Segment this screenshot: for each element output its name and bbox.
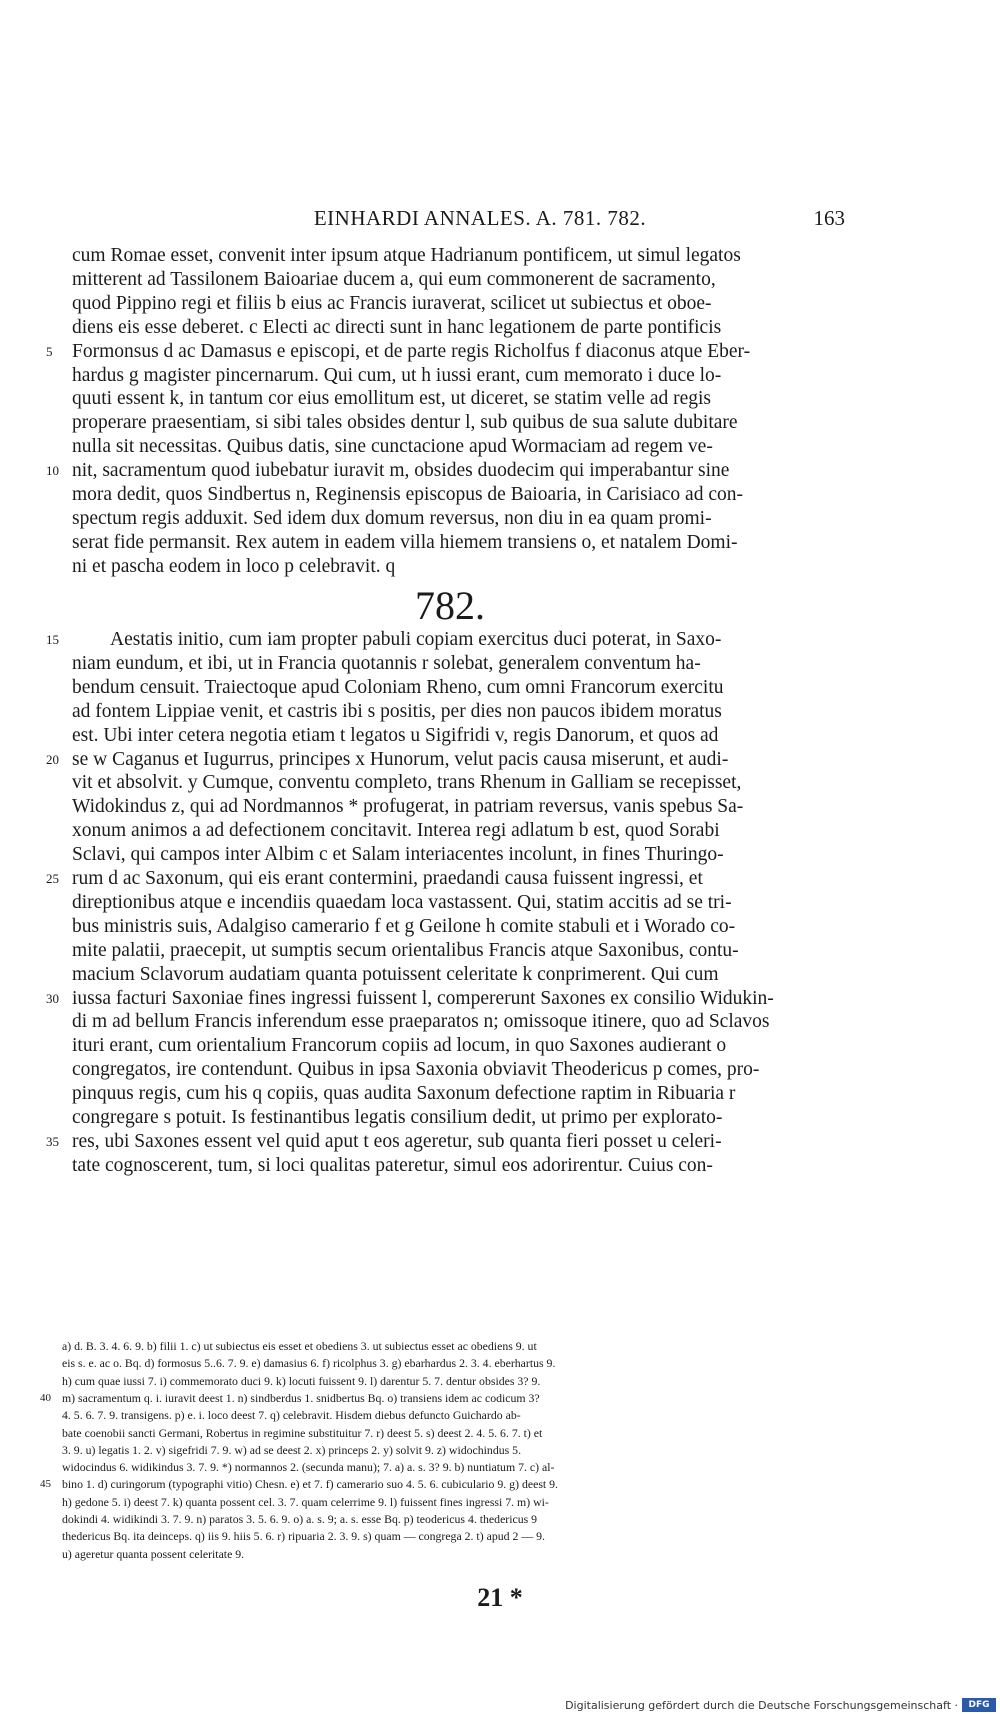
text-line	[72, 915, 842, 939]
line-text: Formonsus d ac Damasus e episcopi, et de parte regis Richolfus f diaconus atque Eber-	[72, 340, 751, 362]
line-text: ni et pascha eodem in loco p celebravit. q	[72, 555, 396, 577]
line-text: se w Caganus et Iugurrus, principes x Hunorum, velut pacis causa miserunt, et audi-	[72, 748, 729, 770]
text-line	[72, 555, 842, 579]
text-line	[46, 628, 842, 652]
line-text: quod Pippino regi et filiis b eius ac Francis iuraverat, scilicet ut subiectus et oboe-	[72, 292, 712, 314]
line-text: congregare s potuit. Is festinantibus legatis consilium dedit, ut primo per explorato-	[72, 1107, 723, 1128]
text-line	[62, 1494, 852, 1511]
line-text: direptionibus atque e incendiis quaedam loca vastassent. Qui, statim accitis ad se tri-	[72, 891, 732, 913]
text-line	[62, 1528, 852, 1545]
line-text: ituri erant, cum orientalium Francorum copiis ad locum, in quo Saxones audierant o	[72, 1035, 727, 1057]
line-text: Widokindus z, qui ad Nordmannos * profugerat, in patriam reversus, vanis spebus Sa-	[72, 796, 744, 818]
line-number: 5	[46, 343, 53, 359]
text-line	[72, 795, 842, 819]
line-text: h) gedone 5. i) deest 7. k) quanta possent cel. 3. 7. quam celerrime 9. l) fuissent fines ingressi 7. m) wi-	[62, 1494, 549, 1509]
line-text: nit, sacramentum quod iubebatur iuravit m, obsides duodecim qui imperabantur sine	[72, 460, 730, 482]
line-text: vit et absolvit. y Cumque, conventu completo, trans Rhenum in Galliam se recepisset,	[72, 772, 742, 794]
line-number: 15	[46, 632, 59, 647]
text-line	[72, 771, 842, 795]
line-text: a) d. B. 3. 4. 6. 9. b) filii 1. c) ut subiectus eis esset et obediens 3. ut subiectus esset ac obediens 9. ut	[62, 1339, 537, 1353]
line-text: hardus g magister pincernarum. Qui cum, ut h iussi erant, cum memorato i duce lo-	[72, 364, 722, 386]
text-line	[72, 1106, 842, 1130]
page-header	[0, 206, 1000, 238]
line-text: res, ubi Saxones essent vel quid aput t eos ageretur, sub quanta fieri posset u celeri-	[72, 1130, 722, 1152]
line-text: serat fide permansit. Rex autem in eadem villa hiemem transiens o, et natalem Domi-	[72, 531, 738, 553]
line-number: 30	[46, 990, 59, 1006]
text-line	[72, 724, 842, 748]
text-line	[72, 316, 842, 340]
dfg-logo: DFG	[962, 1698, 996, 1712]
line-text: iussa facturi Saxoniae fines ingressi fuissent l, compererunt Saxones ex consilio Widukin-	[72, 987, 774, 1009]
text-line	[72, 531, 842, 555]
footnotes	[40, 1338, 852, 1568]
line-text: h) cum quae iussi 7. i) commemorato duci 9. k) locuti fuissent 9. l) darentur 5. 7. dentur obsides 3? 9.	[62, 1373, 541, 1388]
text-line	[72, 1082, 842, 1106]
text-line	[62, 1373, 852, 1390]
line-text: macium Sclavorum audatiam quanta potuissent celeritate k conprimerent. Qui cum	[72, 963, 719, 985]
line-number: 35	[46, 1133, 59, 1149]
text-line	[72, 411, 842, 435]
text-line	[62, 1355, 852, 1372]
line-text: bate coenobii sancti Germani, Robertus in regimine substituitur 7. r) deest 5. s) deest 2. 4. 5. 6. 7. t) et	[62, 1425, 543, 1440]
line-text: congregatos, ire contendunt. Quibus in ipsa Saxonia obviavit Theodericus p comes, pro-	[72, 1059, 760, 1081]
line-number: 45	[40, 1478, 51, 1491]
line-text: 3. 9. u) legatis 1. 2. v) sigefridi 7. 9. w) ad se deest 2. x) princeps 2. y) solvit 9. z) widochindus 5.	[62, 1442, 522, 1457]
signature-mark: 21 *	[477, 1583, 523, 1612]
text-line	[62, 1459, 852, 1476]
line-text: m) sacramentum q. i. iuravit deest 1. n) sindberdus 1. snidbertus Bq. o) transiens idem ac codicum 3?	[62, 1390, 540, 1405]
text-line	[62, 1407, 852, 1424]
text-line	[72, 1058, 842, 1082]
text-line	[46, 340, 842, 364]
text-line	[72, 676, 842, 700]
line-text: Aestatis initio, cum iam propter pabuli copiam exercitus duci poterat, in Saxo-	[110, 629, 722, 650]
text-line	[72, 700, 842, 724]
text-line	[46, 867, 842, 891]
text-line	[72, 292, 842, 316]
line-text: eis s. e. ac o. Bq. d) formosus 5..6. 7. 9. e) damasius 6. f) ricolphus 3. g) ebarhardus 2. 3. 4. eberhartus 9.	[62, 1356, 556, 1371]
line-text: niam eundum, et ibi, ut in Francia quotannis r solebat, generalem conventum ha-	[72, 652, 701, 674]
line-text: spectum regis adduxit. Sed idem dux domum reversus, non diu in ea quam promi-	[72, 507, 712, 529]
text-line	[40, 1390, 852, 1407]
line-text: mora dedit, quos Sindbertus n, Reginensis episcopus de Baioaria, in Carisiaco ad con-	[72, 484, 743, 505]
line-text: di m ad bellum Francis inferendum esse praeparatos n; omissoque itinere, quo ad Sclavos	[72, 1011, 770, 1033]
text-line	[46, 748, 842, 772]
text-line	[62, 1338, 852, 1355]
line-text: diens eis esse deberet. c Electi ac directi sunt in hanc legationem de parte pontificis	[72, 316, 722, 338]
line-text: xonum animos a ad defectionem concitavit. Interea regi adlatum b est, quod Sorabi	[72, 820, 720, 842]
text-line	[62, 1546, 852, 1563]
text-line	[72, 364, 842, 388]
line-text: 4. 5. 6. 7. 9. transigens. p) e. i. loco deest 7. q) celebravit. Hisdem diebus defuncto Guichardo ab-	[62, 1408, 521, 1423]
line-number: 25	[46, 871, 59, 886]
text-line	[72, 939, 842, 963]
text-line	[46, 459, 842, 483]
line-text: properare praesentiam, si sibi tales obsides dentur l, sub quibus de sua salute dubitare	[72, 412, 738, 434]
page-number: 163	[813, 206, 845, 230]
line-text: widocindus 6. widikindus 3. 7. 9. *) normannos 2. (secunda manu); 7. a) a. s. 3? 9. b) nuntiatum 7. c) al-	[62, 1460, 555, 1475]
line-text: nulla sit necessitas. Quibus datis, sine cunctacione apud Wormaciam ad regem ve-	[72, 436, 713, 458]
line-text: u) ageretur quanta possent celeritate 9.	[62, 1546, 245, 1561]
line-text: thedericus Bq. ita deinceps. q) iis 9. hiis 5. 6. r) ripuaria 2. 3. 9. s) quam — congrega 2. t) apud 2 — 9.	[62, 1529, 545, 1544]
line-text: rum d ac Saxonum, qui eis erant contermini, praedandi causa fuissent ingressi, et	[72, 868, 703, 889]
text-line	[72, 652, 842, 676]
line-text: ad fontem Lippiae venit, et castris ibi s positis, per dies non paucos ibidem moratus	[72, 700, 722, 722]
text-line	[72, 268, 842, 292]
running-title: EINHARDI ANNALES. A. 781. 782.	[313, 206, 647, 230]
text-line	[40, 1476, 852, 1493]
text-line	[72, 507, 842, 531]
text-line	[72, 963, 842, 987]
text-line	[72, 819, 842, 843]
text-line	[72, 244, 842, 268]
main-text-781	[46, 244, 842, 584]
line-text: quuti essent k, in tantum cor eius emollitum est, ut diceret, se statim velle ad regis	[72, 388, 712, 410]
line-text: dokindi 4. widikindi 3. 7. 9. n) paratos 3. 5. 6. 9. o) a. s. 9; a. s. esse Bq. p) teodericus 4. thedericus 9	[62, 1512, 538, 1526]
main-text-782	[46, 628, 842, 1188]
text-line	[72, 843, 842, 867]
line-number: 10	[46, 463, 59, 479]
text-line	[72, 1010, 842, 1034]
line-text: Sclavi, qui campos inter Albim c et Salam interiacentes incolunt, in fines Thuringo-	[72, 844, 724, 866]
line-text: tate cognoscerent, tum, si loci qualitas pateretur, simul eos adorirentur. Cuius con-	[72, 1154, 713, 1176]
line-number: 40	[40, 1391, 51, 1404]
line-text: pinquus regis, cum his q copiis, quas audita Saxonum defectione raptim in Ribuaria r	[72, 1083, 736, 1105]
line-number: 20	[46, 751, 59, 767]
text-line	[46, 1130, 842, 1154]
digitization-credit: Digitalisierung gefördert durch die Deutsche Forschungsgemeinschaft ·	[565, 1699, 958, 1712]
line-text: mitterent ad Tassilonem Baioariae ducem a, qui eum commonerent de sacramento,	[72, 268, 716, 290]
line-text: bendum censuit. Traiectoque apud Coloniam Rheno, cum omni Francorum exercitu	[72, 676, 724, 698]
line-text: cum Romae esset, convenit inter ipsum atque Hadrianum pontificem, ut simul legatos	[72, 245, 741, 266]
text-line	[62, 1425, 852, 1442]
year-heading: 782.	[415, 583, 485, 628]
text-line	[72, 891, 842, 915]
text-line	[72, 1154, 842, 1178]
line-text: bus ministris suis, Adalgiso camerario f et g Geilone h comite stabuli et i Worado co-	[72, 915, 736, 937]
text-line	[72, 483, 842, 507]
text-line	[72, 1034, 842, 1058]
text-line	[72, 387, 842, 411]
text-line	[46, 987, 842, 1011]
line-text: bino 1. d) curingorum (typographi vitio) Chesn. e) et 7. f) camerario suo 4. 5. 6. cubiculario 9. g) deest 9.	[62, 1477, 558, 1492]
text-line	[62, 1511, 852, 1528]
line-text: mite palatii, praecepit, ut sumptis secum orientalibus Francis atque Saxonibus, contu-	[72, 939, 739, 961]
text-line	[72, 435, 842, 459]
text-line	[62, 1442, 852, 1459]
line-text: est. Ubi inter cetera negotia etiam t legatos u Sigifridi v, regis Danorum, et quos ad	[72, 724, 719, 746]
